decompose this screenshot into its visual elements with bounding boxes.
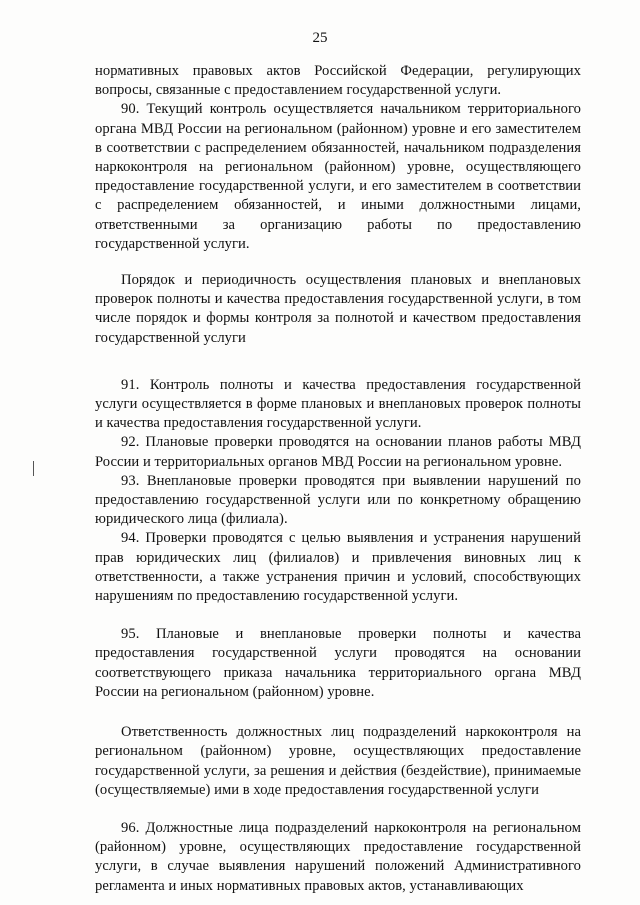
- paragraph-94: 94. Проверки проводятся с целью выявления и устранения нарушений прав юридических лиц (филиалов) и привлечения виновных лиц к ответственности, а также устранения причин и условий, способствующих нарушениям по предоставлению государственной услуги.: [95, 530, 581, 605]
- paragraph-91: 91. Контроль полноты и качества предоставления государственной услуги осуществляется в форме плановых и внеплановых проверок полноты и качества предоставления государственной услуги.: [95, 376, 581, 432]
- paragraph-95: 95. Плановые и внеплановые проверки полноты и качества предоставления государственной услуги проводятся на основании соответствующего приказа начальника территориального органа МВД России на региональном (районном) уровне.: [95, 626, 581, 700]
- margin-pen-mark: [33, 461, 34, 476]
- paragraph-90: 90. Текущий контроль осуществляется начальником территориального органа МВД России на региональном (районном) уровне и его заместителем в соответствии с распределением обязанностей, начальником подразделения наркоконтроля на региональном (районном) уровне, осуществляющего предоставление государственной услуги, и его заместителем в соответствии с распределением обязанностей, и иными должностными лицами, ответственными за организацию работы по предоставлению государственной услуги.: [95, 101, 581, 252]
- paragraph-92: 92. Плановые проверки проводятся на основании планов работы МВД России и территориальных органов МВД России на региональном уровне.: [95, 434, 581, 470]
- paragraph-96: 96. Должностные лица подразделений наркоконтроля на региональном (районном) уровне, осуществляющих предоставление государственной услуги, в случае выявления нарушений положений Административного регламента и иных нормативных правовых актов, устанавливающих: [95, 819, 581, 894]
- section-heading-responsibility: Ответственность должностных лиц подразделений наркоконтроля на региональном (районном) уровне, осуществляющих предоставление государственной услуги, за решения и действия (бездействие), принимаемые (осуществляемые) ими в ходе предоставления государственной услуги: [95, 724, 581, 798]
- section-heading-inspections: Порядок и периодичность осуществления плановых и внеплановых проверок полноты и качества предоставления государственной услуги, в том числе порядок и формы контроля за полнотой и качеством предоставления государственной услуги: [95, 272, 581, 346]
- page-number: 25: [312, 30, 328, 46]
- paragraph-continuation: нормативных правовых актов Российской Федерации, регулирующих вопросы, связанные с предоставлением государственной услуги.: [95, 63, 581, 99]
- document-body: [95, 62, 581, 896]
- paragraph-93: 93. Внеплановые проверки проводятся при выявлении нарушений по предоставлению государственной услуги или по конкретному обращению юридического лица (филиала).: [95, 472, 581, 528]
